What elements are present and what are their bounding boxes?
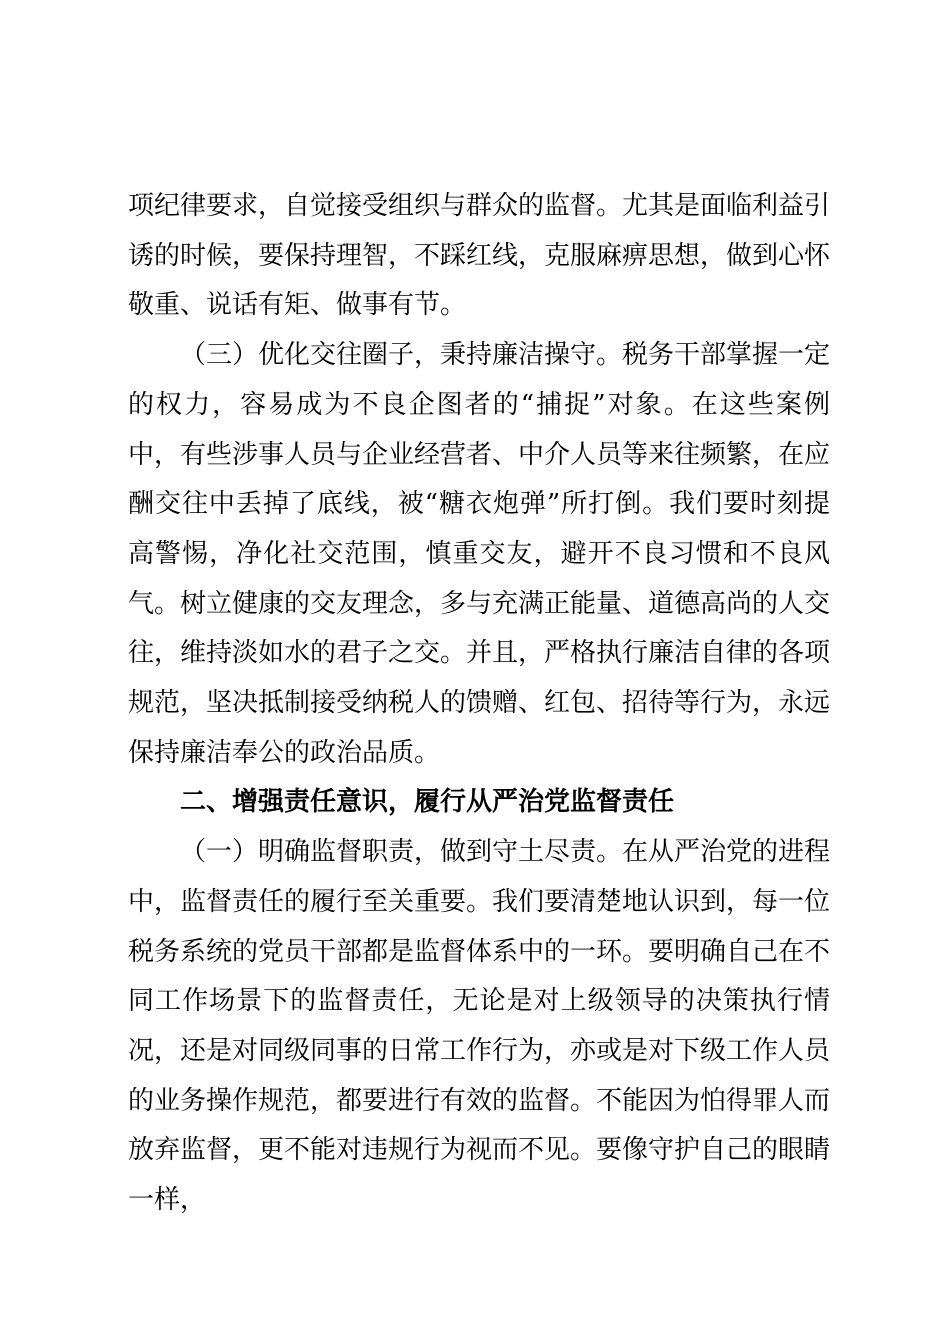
paragraph-section-three: （三）优化交往圈子，秉持廉洁操守。税务干部掌握一定的权力，容易成为不良企图者的“捕捉”对象。在这些案例中，有些涉事人员与企业经营者、中介人员等来往频繁，在应酬交往中丢掉了底线，被“糖衣炮弹”所打倒。我们要时刻提高警惕，净化社交范围，慎重交友，避开不良习惯和不良风气。树立健康的交友理念，多与充满正能量、道德高尚的人交往，维持淡如水的君子之交。并且，严格执行廉洁自律的各项规范，坚决抵制接受纳税人的馈赠、红包、招待等行为，永远保持廉洁奉公的政治品质。: [128, 340, 831, 768]
section-heading-two: 二、增强责任意识，履行从严治党监督责任: [180, 787, 675, 818]
text-column: [128, 182, 830, 1226]
paragraph-continuation: 项纪律要求，自觉接受组织与群众的监督。尤其是面临利益引诱的时候，要保持理智，不踩红线，克服麻痹思想，做到心怀敬重、说话有矩、做事有节。: [128, 191, 831, 321]
paragraph-section-one: （一）明确监督职责，做到守土尽责。在从严治党的进程中，监督责任的履行至关重要。我们要清楚地认识到，每一位税务系统的党员干部都是监督体系中的一环。要明确自己在不同工作场景下的监督责任，无论是对上级领导的决策执行情况，还是对同级同事的日常工作行为，亦或是对下级工作人员的业务操作规范，都要进行有效的监督。不能因为怕得罪人而放弃监督，更不能对违规行为视而不见。要像守护自己的眼睛一样，: [128, 837, 831, 1216]
